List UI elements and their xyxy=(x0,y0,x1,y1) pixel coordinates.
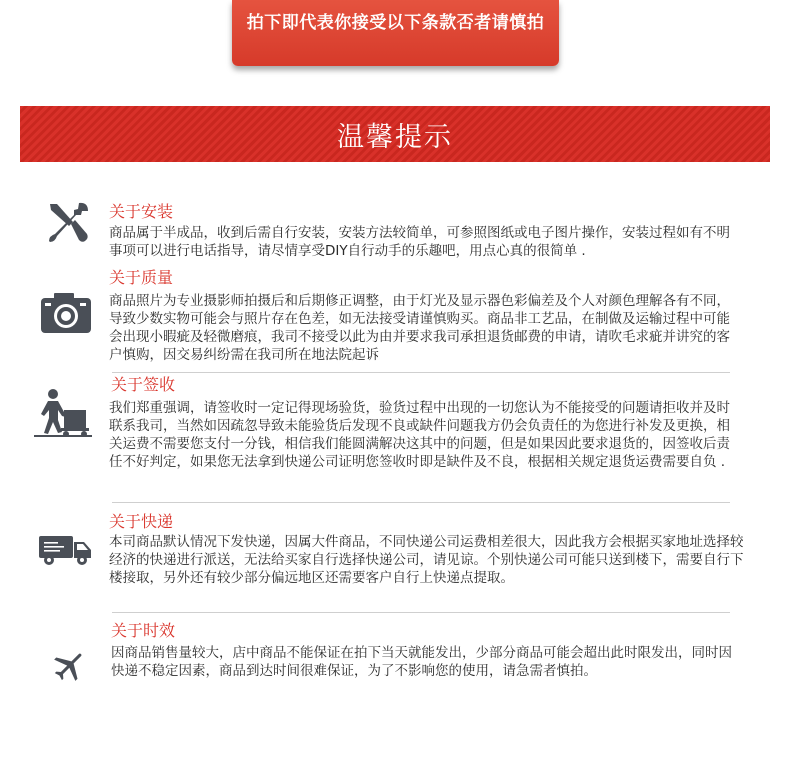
truck-icon xyxy=(38,534,92,566)
section-title: 关于安装 xyxy=(109,202,174,221)
divider xyxy=(112,502,730,503)
top-banner xyxy=(232,0,559,66)
section-body: 因商品销售量较大，店中商品不能保证在拍下当天就能发出，少部分商品可能会超出此时限发出，同时因快递不稳定因素，商品到达时间很难保证，为了不影响您的使用，请急需者慎拍。 xyxy=(111,645,732,679)
title-bar xyxy=(20,106,770,162)
section-title: 关于签收 xyxy=(111,375,176,394)
divider xyxy=(112,612,730,613)
section-title: 关于质量 xyxy=(109,268,174,287)
camera-icon xyxy=(40,292,92,334)
section-body: 我们郑重强调，请签收时一定记得现场验货，验货过程中出现的一切您认为不能接受的问题请拒收并及时联系我司，当然如因疏忽导致未能验货后发现不良或缺件问题我方仍会负责任的为您进行补发及更换，相关运费不需要您支付一分钱，相信我们能圆满解决这其中的问题，但是如果因此要求退货的，因签收后责任不好判定，如果您无法拿到快递公司证明您签收时即是缺件及不良，根据相关规定退货运费需要自负 . xyxy=(109,400,730,470)
airplane-icon xyxy=(51,648,87,684)
delivery-worker-icon xyxy=(34,388,92,438)
section-body: 商品照片为专业摄影师拍摄后和后期修正调整，由于灯光及显示器色彩偏差及个人对颜色理解各有不同，导致少数实物可能会与照片存在色差，如无法接受请谨慎购买。商品非工艺品，在制做及运输过程中可能会出现小暇疵及轻微磨痕，我司不接受以此为由并要求我司承担退货邮费的申请，请吹毛求疵并讲究的客户慎购，因交易纠纷需在我司所在地法院起诉 xyxy=(109,293,730,363)
section-body: 商品属于半成品，收到后需自行安装，安装方法较简单，可参照图纸或电子图片操作，安装过程如有不明事项可以进行电话指导，请尽情享受DIY自行动手的乐趣吧，用点心真的很简单 . xyxy=(109,225,730,259)
banner-text: 拍下即代表你接受以下条款否者请慎拍 xyxy=(246,12,545,33)
section-title: 关于时效 xyxy=(111,621,176,640)
tools-icon xyxy=(45,200,91,246)
section-body: 本司商品默认情况下发快递，因属大件商品，不同快递公司运费相差很大，因此我方会根据买家地址选择较经济的快递进行派送，无法给买家自行选择快递公司，请见谅。个别快递公司可能只送到楼下，需要自行下楼接取，另外还有较少部分偏远地区还需要客户自行上快递点提取。 xyxy=(109,534,744,586)
page-title: 温馨提示 xyxy=(337,121,453,153)
divider xyxy=(112,372,730,373)
section-title: 关于快递 xyxy=(109,512,174,531)
